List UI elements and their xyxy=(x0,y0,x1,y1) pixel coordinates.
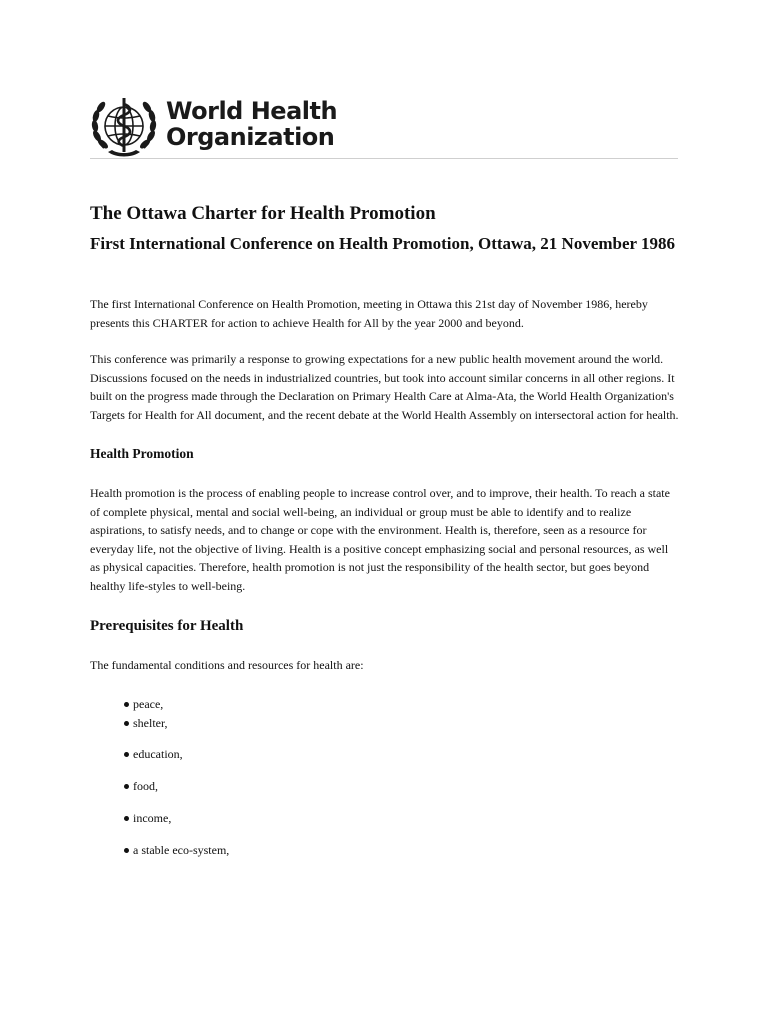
health-promotion-paragraph: Health promotion is the process of enabling people to increase control over, and to improve, their health. To reach a state of complete physical, mental and social well-being, an individual or group must be able to identify and to realize aspirations, to satisfy needs, and to change or cope with the environment. Health is, therefore, seen as a resource for everyday life, not the objective of living. Health is a positive concept emphasizing social and personal resources, as well as physical capacities. Therefore, health promotion is not just the responsibility of the health sector, but goes beyond healthy life-styles to well-being. xyxy=(90,486,670,593)
prerequisites-intro: The fundamental conditions and resources for health are: xyxy=(90,658,364,672)
org-name-line2: Organization xyxy=(166,123,335,151)
section-heading-health-promotion: Health Promotion xyxy=(90,446,194,461)
list-item-text: a stable eco-system, xyxy=(133,842,230,857)
list-item xyxy=(90,714,680,732)
bullet-icon xyxy=(124,702,129,707)
bullet-icon xyxy=(124,848,129,853)
org-name-line1: World Health xyxy=(166,97,338,125)
conditions-list xyxy=(90,695,680,859)
list-item-text: peace, xyxy=(133,696,164,711)
who-wordmark xyxy=(166,98,337,150)
bullet-icon xyxy=(124,721,129,726)
list-item xyxy=(90,809,680,827)
context-paragraph: This conference was primarily a response to growing expectations for a new public health movement around the world. Discussions focused on the needs in industrialized countries, but took into account similar concerns in all other regions. It built on the progress made through the Declaration on Primary Health Care at Alma-Ata, the World Health Organization's Targets for Health for All document, and the recent debate at the World Health Assembly on intersectoral action for health. xyxy=(90,352,679,422)
header-divider xyxy=(90,158,678,159)
document-subtitle: First International Conference on Health Promotion, Ottawa, 21 November 1986 xyxy=(90,234,676,253)
list-item-text: education, xyxy=(133,746,183,761)
document-title: The Ottawa Charter for Health Promotion xyxy=(90,203,436,224)
who-logo xyxy=(90,92,678,160)
intro-paragraph: The first International Conference on Health Promotion, meeting in Ottawa this 21st day of November 1986, hereby presents this CHARTER for action to achieve Health for All by the year 2000 and beyond. xyxy=(90,297,648,330)
list-item-text: shelter, xyxy=(133,715,168,730)
document-body xyxy=(90,198,680,859)
list-item xyxy=(90,777,680,795)
who-emblem-icon xyxy=(90,92,158,160)
list-item xyxy=(90,745,680,763)
section-heading-prerequisites: Prerequisites for Health xyxy=(90,618,244,634)
bullet-icon xyxy=(124,784,129,789)
bullet-icon xyxy=(124,816,129,821)
list-item-text: income, xyxy=(133,810,172,825)
list-item-text: food, xyxy=(133,778,158,793)
list-item xyxy=(90,841,680,859)
list-item xyxy=(90,695,680,713)
bullet-icon xyxy=(124,752,129,757)
